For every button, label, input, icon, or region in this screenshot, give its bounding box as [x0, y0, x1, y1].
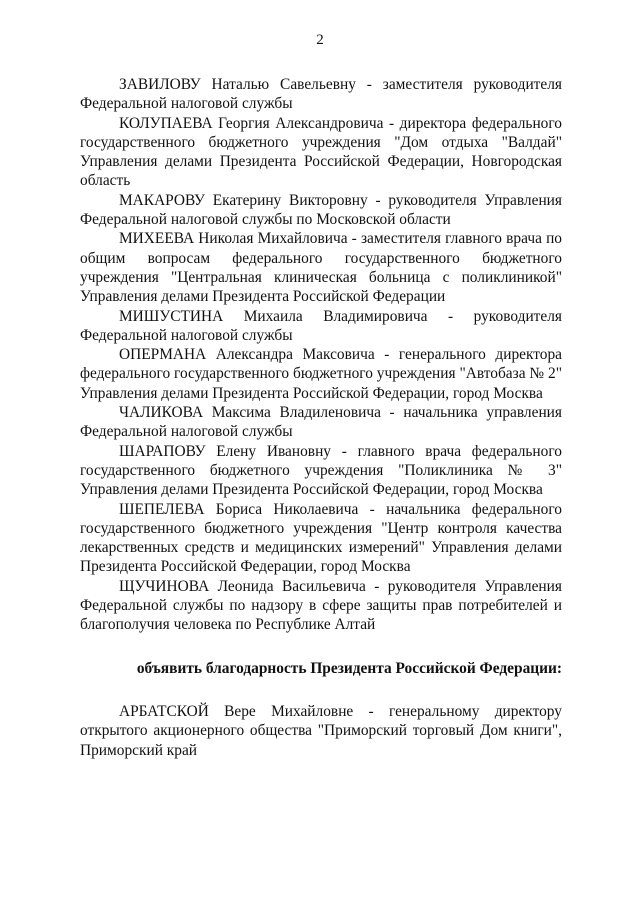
award-list	[80, 75, 562, 760]
list-item: ОПЕРМАНА Александра Максовича - генерального директора федерального государственного бюджетного учреждения "Автобаза № 2" Управления делами Президента Российской Федерации, город Москва	[80, 346, 562, 402]
list-item: КОЛУПАЕВА Георгия Александровича - директора федерального государственного бюджетного учреждения "Дом отдыха "Валдай" Управления делами Президента Российской Федерации, Новгородская область	[80, 114, 562, 190]
section-heading: объявить благодарность Президента Российской Федерации:	[136, 659, 562, 677]
list-item: АРБАТСКОЙ Вере Михайловне - генеральному директору открытого акционерного общества "Приморский торговый Дом книги", Приморский край	[80, 702, 562, 759]
list-item: ЧАЛИКОВА Максима Владиленовича - начальника управления Федеральной налоговой службы	[80, 404, 562, 441]
list-item: МАКАРОВУ Екатерину Викторовну - руководителя Управления Федеральной налоговой службы по Московской области	[80, 191, 562, 229]
list-item: ЩУЧИНОВА Леонида Васильевича - руководителя Управления Федеральной службы по надзору в сфере защиты прав потребителей и благополучия человека по Республике Алтай	[80, 577, 562, 634]
list-item: МИХЕЕВА Николая Михайловича - заместителя главного врача по общим вопросам федерального государственного бюджетного учреждения "Центральная клиническая больница с поликлиникой" Управления делами Президента Российской Федерации	[80, 230, 562, 306]
list-item: ЗАВИЛОВУ Наталью Савельевну - заместителя руководителя Федеральной налоговой службы	[80, 76, 562, 113]
list-item: ШАРАПОВУ Елену Ивановну - главного врача федерального государственного бюджетного учреждения "Поликлиника № 3" Управления делами Президента Российской Федерации, город Москва	[80, 442, 562, 499]
list-item: ШЕПЕЛЕВА Бориса Николаевича - начальника федерального государственного бюджетного учреждения "Центр контроля качества лекарственных средств и медицинских измерений" Управления делами Президента Российской Федерации, город Москва	[80, 500, 562, 576]
page-number: 2	[316, 32, 324, 48]
list-item: МИШУСТИНА Михаила Владимировича - руководителя Федеральной налоговой службы	[80, 307, 562, 344]
